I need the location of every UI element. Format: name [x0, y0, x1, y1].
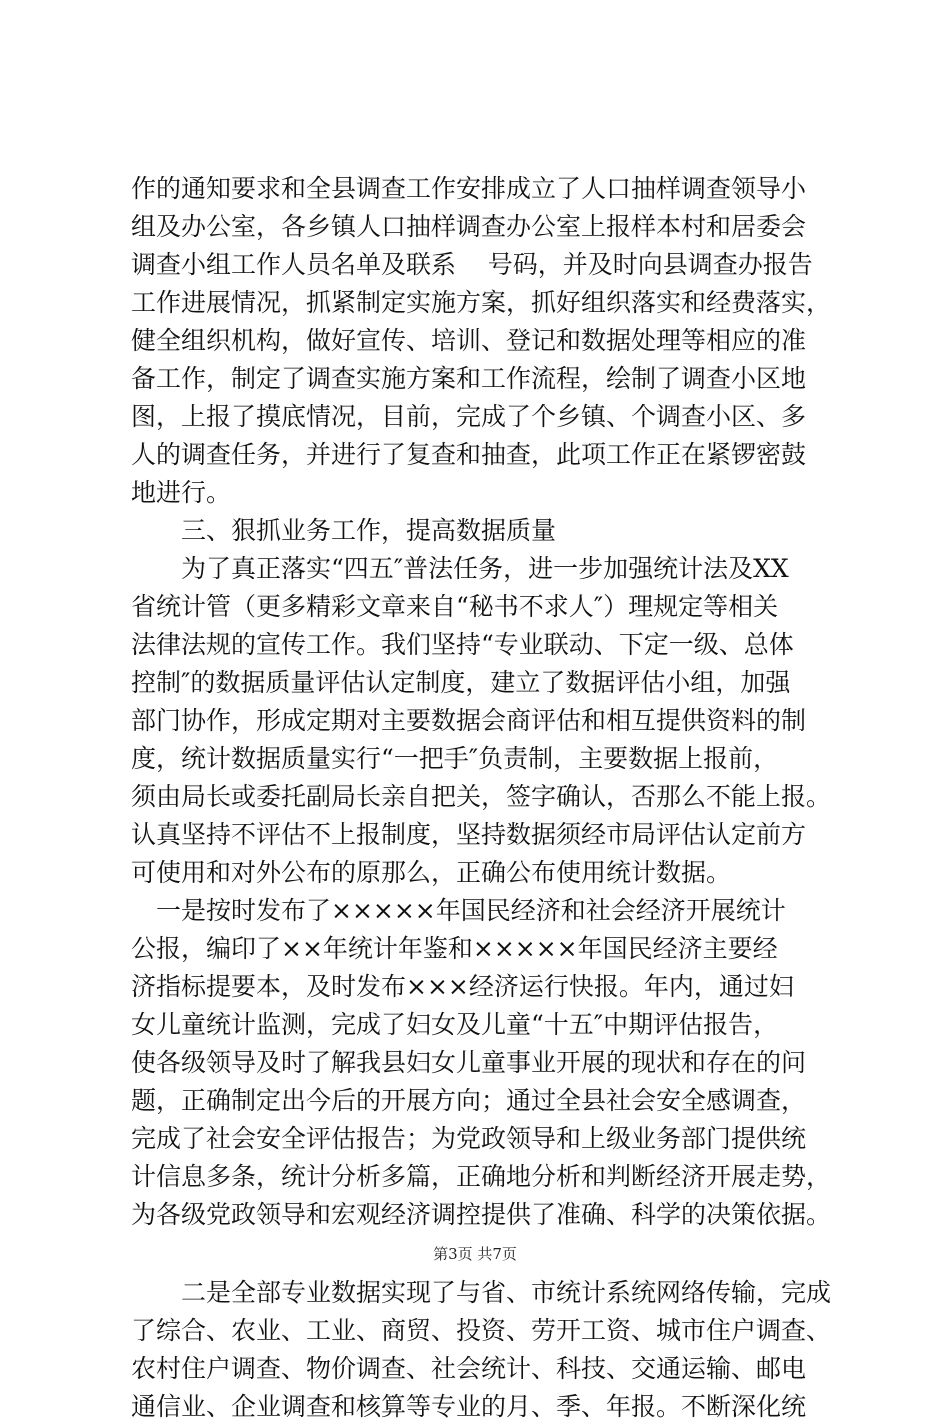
text-line: 备工作，制定了调查实施方案和工作流程，绘制了调查小区地: [131, 364, 807, 393]
text-line: 使各级领导及时了解我县妇女儿童事业开展的现状和存在的问: [131, 1048, 807, 1077]
text-line: 农村住户调查、物价调查、社会统计、科技、交通运输、邮电: [131, 1354, 807, 1383]
text-line: 控制″的数据质量评估认定制度，建立了数据评估小组，加强: [131, 668, 791, 697]
paragraph-data-quality: [131, 550, 851, 892]
text-line: 省统计管（更多精彩文章来自“秘书不求人″）理规定等相关: [131, 592, 779, 621]
text-line: 一是按时发布了×××××年国民经济和社会经济开展统计: [156, 896, 786, 925]
text-line: 计信息多条，统计分析多篇，正确地分析和判断经济开展走势，: [131, 1162, 832, 1191]
paragraph-network-transmission: [131, 1274, 851, 1426]
text-line: 题，正确制定出今后的开展方向；通过全县社会安全感调查，: [131, 1086, 807, 1115]
page-footer: [0, 1244, 950, 1264]
text-line: 图，上报了摸底情况，目前，完成了个乡镇、个调查小区、多: [131, 402, 807, 431]
section-heading: 三、狠抓业务工作，提高数据质量: [181, 516, 557, 545]
text-line: 为了真正落实“四五″普法任务，进一步加强统计法及XX: [181, 554, 789, 583]
text-line: 女儿童统计监测，完成了妇女及儿童“十五″中期评估报告，: [131, 1010, 779, 1039]
paragraph-statistics-publication: [131, 892, 851, 1234]
text-line: 法律法规的宣传工作。我们坚持“专业联动、下定一级、总体: [131, 630, 794, 659]
text-line: 度，统计数据质量实行“一把手″负责制，主要数据上报前，: [131, 744, 779, 773]
text-line: 为各级党政领导和宏观经济调控提供了准确、科学的决策依据。: [131, 1200, 832, 1229]
text-line: 工作进展情况，抓紧制定实施方案，抓好组织落实和经费落实，: [131, 288, 832, 317]
page-number: 第3页 共7页: [433, 1245, 517, 1263]
text-line: 调查小组工作人员名单及联系 号码，并及时向县调查办报告: [131, 250, 813, 279]
document-body: [131, 170, 851, 1426]
text-line: 地进行。: [131, 478, 232, 507]
text-line: 组及办公室，各乡镇人口抽样调查办公室上报样本村和居委会: [131, 212, 807, 241]
text-line: 二是全部专业数据实现了与省、市统计系统网络传输，完成: [181, 1278, 832, 1307]
text-line: 可使用和对外公布的原那么，正确公布使用统计数据。: [131, 858, 732, 887]
text-line: 部门协作，形成定期对主要数据会商评估和相互提供资料的制: [131, 706, 807, 735]
text-line: 公报，编印了××年统计年鉴和×××××年国民经济主要经: [131, 934, 778, 963]
text-line: 认真坚持不评估不上报制度，坚持数据须经市局评估认定前方: [131, 820, 807, 849]
text-line: 济指标提要本，及时发布×××经济运行快报。年内，通过妇: [131, 972, 794, 1001]
text-line: 须由局长或委托副局长亲自把关，签字确认，否那么不能上报。: [131, 782, 832, 811]
text-line: 人的调查任务，并进行了复查和抽查，此项工作正在紧锣密鼓: [131, 440, 807, 469]
text-line: 完成了社会安全评估报告；为党政领导和上级业务部门提供统: [131, 1124, 807, 1153]
paragraph-work-arrangement: [131, 170, 851, 512]
text-line: 健全组织机构，做好宣传、培训、登记和数据处理等相应的准: [131, 326, 807, 355]
text-line: 通信业、企业调查和核算等专业的月、季、年报。不断深化统: [131, 1392, 807, 1421]
text-line: 了综合、农业、工业、商贸、投资、劳开工资、城市住户调查、: [131, 1316, 832, 1345]
text-line: 作的通知要求和全县调查工作安排成立了人口抽样调查领导小: [131, 174, 807, 203]
